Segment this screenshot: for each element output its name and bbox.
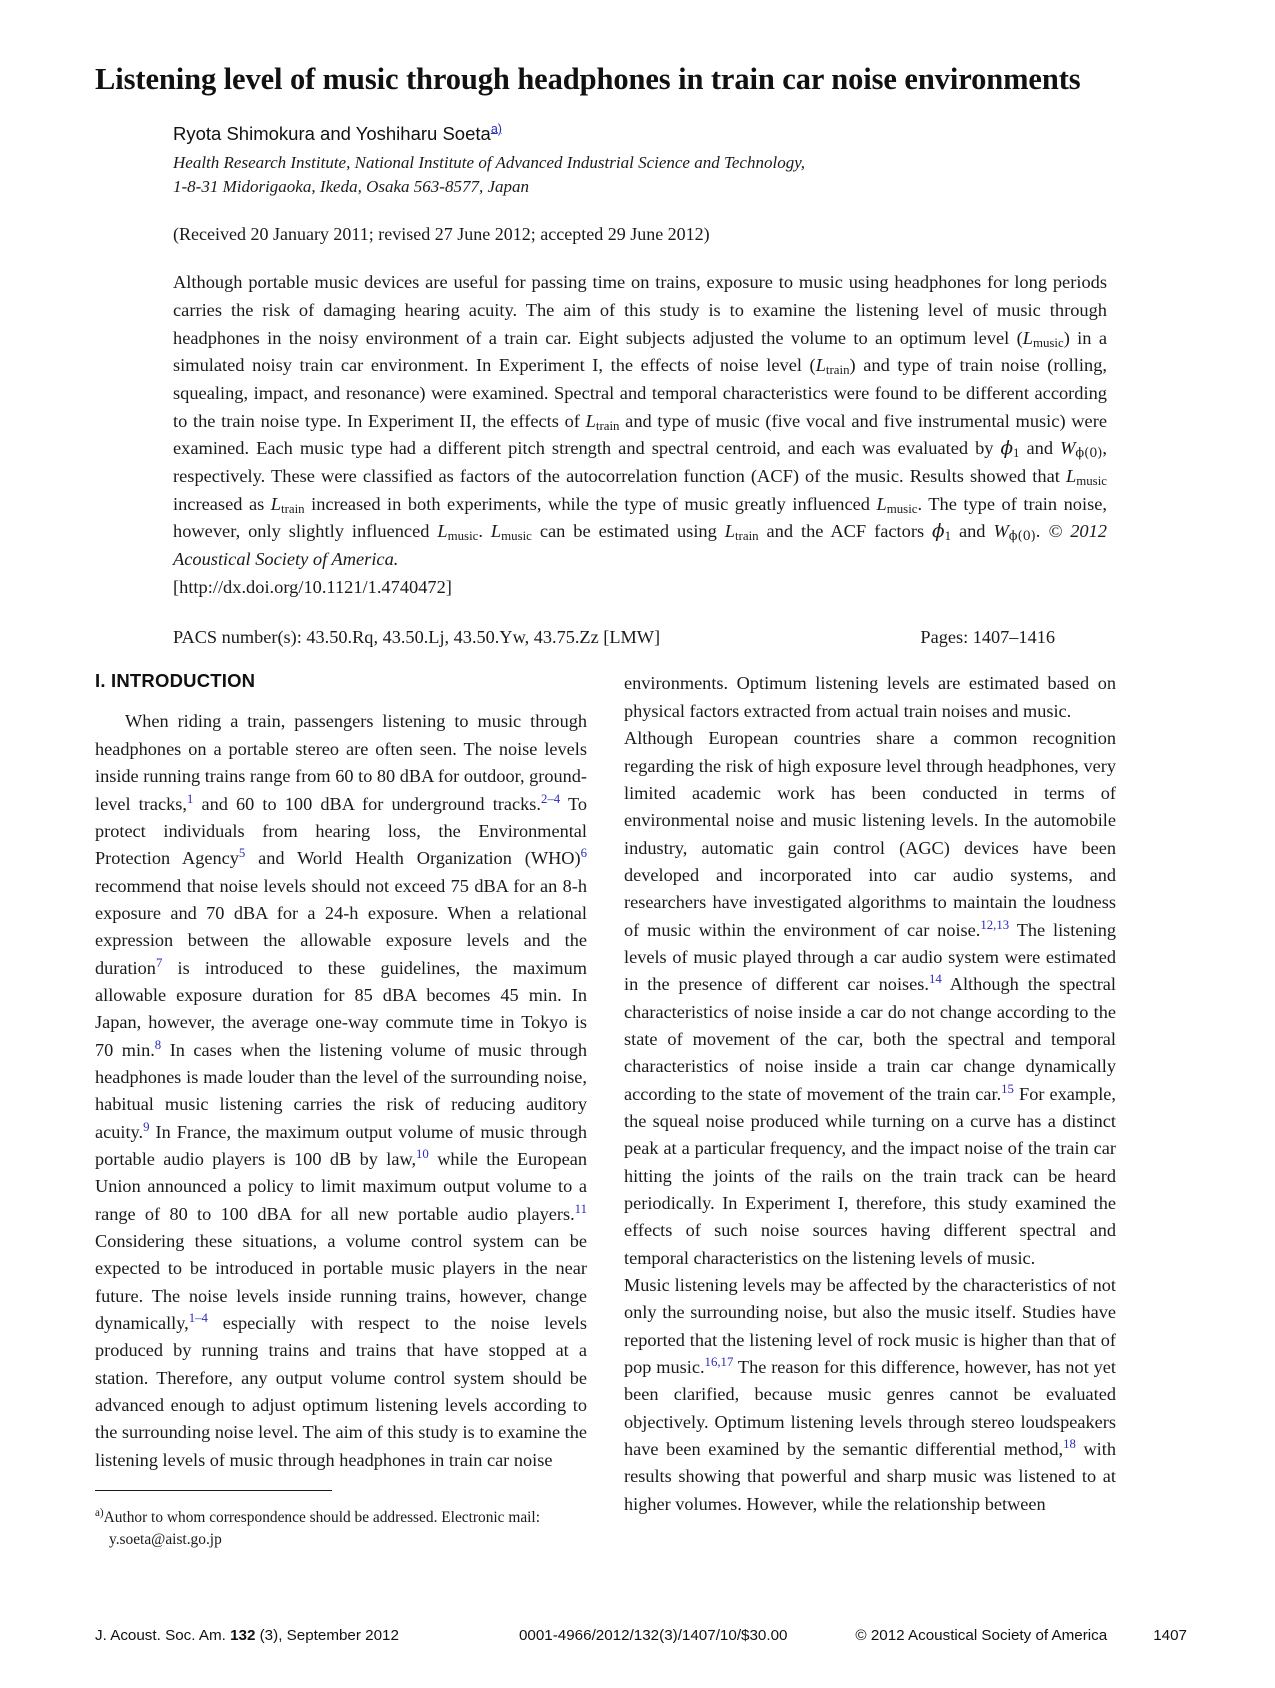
reference-link[interactable]: 8 (154, 1037, 162, 1052)
body-text: recommend that noise levels should not exceed 75 dBA for an 8-h exposure and 70 dBA for a 24-h exposure. When a relational expression between the allowable exposure levels and the duration (95, 875, 587, 978)
footnote-marker: a) (95, 1506, 104, 1519)
symbol-sub-music: music (1032, 335, 1064, 350)
footer-issn: 0001-4966/2012/132(3)/1407/10/$30.00 (518, 1627, 788, 1644)
symbol-phi: ϕ (932, 521, 945, 543)
body-text: In cases when the listening volume of music through headphones is made louder than the level of the surrounding noise, habitual music listening carries the risk of reducing auditory acuity. (95, 1039, 587, 1142)
abstract-text: increased as (173, 493, 271, 514)
abstract-text: ) in a simulated noisy train car environment. In Experiment I, the effects of noise level ( (173, 327, 1107, 376)
abstract-copyright: © 2012 Acoustical Society of America. (173, 521, 1107, 570)
footnote-email[interactable]: y.soeta@aist.go.jp (109, 1530, 222, 1548)
reference-link[interactable]: 12,13 (980, 917, 1010, 932)
abstract-text: and the ACF factors (758, 521, 933, 542)
author-names: Ryota Shimokura and Yoshiharu Soeta (173, 122, 491, 144)
intro-paragraph (95, 708, 587, 1474)
symbol-sub-phi0: ϕ(0) (1075, 446, 1103, 462)
body-text: with results showing that powerful and sharp music was listened to at higher volumes. However, while the relationship between (624, 1439, 1116, 1514)
footer-journal (95, 1627, 399, 1644)
body-text: and World Health Organization (WHO) (245, 848, 581, 869)
reference-link[interactable]: 9 (143, 1119, 150, 1134)
body-columns (95, 670, 1187, 1550)
reference-link[interactable]: 11 (574, 1201, 587, 1216)
right-paragraph-3 (624, 1272, 1116, 1518)
article-headmatter (95, 122, 1187, 649)
right-paragraph-1: environments. Optimum listening levels are estimated based on physical factors extracted from actual train noises and music. (624, 673, 1116, 721)
abstract (173, 269, 1107, 601)
footer-journal-name: J. Acoust. Soc. Am. (95, 1627, 231, 1644)
body-text: When riding a train, passengers listening to music through headphones on a portable stereo are often seen. The noise levels inside running trains range from 60 to 80 dBA for outdoor, ground-level tracks, (95, 711, 587, 814)
body-text: Although European countries share a common recognition regarding the risk of high exposure level through headphones, very limited academic work has been conducted in terms of environmental noise and music listening levels. In the automobile industry, automatic gain control (AGC) devices have been developed and incorporated into car audio systems, and researchers have investigated algorithms to maintain the loudness of music within the environment of car noise. (624, 728, 1116, 940)
abstract-text: and type of music (five vocal and five instrumental music) were examined. Each music type had a different pitch strength and spectral centroid, and each was evaluated by (173, 410, 1107, 459)
footnote-section (95, 1474, 587, 1550)
symbol-L: L (1066, 466, 1077, 487)
abstract-text: Although portable music devices are useful for passing time on trains, exposure to music using headphones for long periods carries the risk of damaging hearing acuity. The aim of this study is to examine the listening level of music through headphones in the noisy environment of a train car. Eight subjects adjusted the volume to an optimum level ( (173, 272, 1107, 348)
affiliation-line-2: 1-8-31 Midorigaoka, Ikeda, Osaka 563-8577, Japan (173, 177, 529, 197)
reference-link[interactable]: 6 (580, 846, 587, 861)
abstract-text: and (951, 521, 994, 542)
reference-link[interactable]: 18 (1063, 1437, 1076, 1452)
author-list (173, 122, 1107, 145)
footnote-corresponding-author (95, 1507, 587, 1550)
symbol-L: L (490, 521, 502, 542)
body-text: Music listening levels may be affected by the characteristics of not only the surrounding noise, but also the music itself. Studies have reported that the listening level of rock music is higher than that of pop music. (624, 1275, 1116, 1378)
symbol-L: L (585, 410, 596, 431)
page-title: Listening level of music through headphones in train car noise environments (95, 62, 1081, 96)
symbol-L: L (724, 521, 735, 542)
footer-page-number: 1407 (1153, 1627, 1187, 1644)
author-footnote-marker[interactable]: a) (490, 121, 502, 136)
symbol-L: L (1022, 327, 1033, 348)
abstract-text: can be estimated using (531, 521, 725, 542)
received-dates: (Received 20 January 2011; revised 27 June 2012; accepted 29 June 2012) (173, 224, 710, 245)
page-footer (95, 1627, 1187, 1644)
abstract-text: . (478, 521, 491, 542)
reference-link[interactable]: 15 (1001, 1081, 1014, 1096)
symbol-phi: ϕ (1000, 438, 1014, 460)
body-text: For example, the squeal noise produced while turning on a curve has a distinct peak at a particular frequency, and the impact noise of the train car hitting the joints of the rails on the train track can be heard periodically. In Experiment I, therefore, this study examined the effects of such noise sources having different spectral and temporal characteristics on the listening levels of music. (624, 1083, 1116, 1268)
reference-link[interactable]: 14 (928, 972, 942, 987)
abstract-text: . (1035, 521, 1041, 542)
footer-volume: 132 (230, 1627, 256, 1644)
symbol-sub-1: 1 (944, 529, 952, 544)
body-text: is introduced to these guidelines, the maximum allowable exposure duration for 85 dBA becomes 45 min. In Japan, however, the average one-way commute time in Tokyo is 70 min. (95, 957, 587, 1060)
symbol-L: L (270, 493, 281, 514)
right-paragraph-2 (624, 725, 1116, 1272)
symbol-sub-train: train (825, 363, 850, 378)
symbol-L: L (876, 493, 887, 514)
reference-link[interactable]: 1–4 (188, 1310, 208, 1325)
abstract-text: and (1019, 438, 1061, 459)
body-text: To protect individuals from hearing loss, the Environmental Protection Agency (95, 793, 588, 869)
body-text: The listening levels of music played through a car audio system were estimated in the presence of different car noises. (624, 919, 1116, 995)
column-right (624, 670, 1116, 1550)
symbol-sub-train: train (281, 501, 305, 516)
symbol-sub-train: train (734, 529, 759, 544)
reference-link[interactable]: 7 (155, 955, 163, 970)
reference-link[interactable]: 1 (186, 791, 194, 806)
footnote-text: Author to whom correspondence should be addressed. Electronic mail: (103, 1509, 540, 1527)
symbol-L: L (815, 355, 826, 376)
pacs-numbers: PACS number(s): 43.50.Rq, 43.50.Lj, 43.50.Yw, 43.75.Zz [LMW] (173, 627, 661, 648)
affiliation-line-1: Health Research Institute, National Institute of Advanced Industrial Science and Technology, (173, 152, 806, 172)
symbol-sub-music: music (886, 501, 918, 516)
body-text: The reason for this difference, however, has not yet been clarified, because music genres cannot be evaluated objectively. Optimum listening levels through stereo loudspeakers have been examined by the semantic differential method, (624, 1357, 1116, 1460)
pacs-row (173, 627, 1107, 648)
reference-link[interactable]: 10 (416, 1146, 429, 1161)
symbol-sub-train: train (595, 418, 620, 433)
affiliation (173, 151, 1107, 200)
body-text: Considering these situations, a volume control system can be expected to be introduced in portable music players in the near future. The noise levels inside running trains, however, change dynamically, (95, 1231, 587, 1334)
column-left (95, 670, 587, 1550)
symbol-sub-1: 1 (1013, 446, 1020, 461)
symbol-sub-music: music (1076, 473, 1107, 488)
body-text: Although the spectral characteristics of noise inside a car do not change according to the state of movement of the car, both the spectral and temporal characteristics of noise inside a train car change dynamically according to the state of movement of the train car. (624, 974, 1116, 1104)
symbol-sub-music: music (501, 529, 532, 544)
reference-link[interactable]: 5 (238, 846, 246, 861)
doi-link[interactable]: [http://dx.doi.org/10.1121/1.4740472] (173, 576, 452, 597)
symbol-L: L (437, 521, 448, 542)
footnote-divider (95, 1490, 332, 1491)
symbol-W: W (993, 521, 1009, 542)
symbol-sub-music: music (447, 529, 479, 544)
abstract-text: ) and type of train noise (rolling, squealing, impact, and resonance) were examined. Spectral and temporal characteristics were found to be different according to the train noise type. In Experiment II, the effects of (173, 355, 1107, 431)
abstract-text: increased in both experiments, while the type of music greatly influenced (304, 493, 877, 514)
footer-copyright: © 2012 Acoustical Society of America (855, 1627, 1108, 1644)
abstract-text: . The type of train noise, however, only slightly influenced (173, 493, 1107, 542)
body-text: while the European Union announced a policy to limit maximum output volume to a range of 80 to 100 dBA for all new portable audio players. (95, 1148, 587, 1224)
body-text: In France, the maximum output volume of music through portable audio players is 100 dB by law, (95, 1121, 587, 1169)
footer-issue-date: (3), September 2012 (255, 1627, 399, 1644)
symbol-sub-phi0: ϕ(0) (1008, 529, 1036, 545)
body-text: especially with respect to the noise levels produced by running trains and trains that have stopped at a station. Therefore, any output volume control system should be advanced enough to adjust optimum listening levels according to the surrounding noise level. The aim of this study is to examine the listening levels of music through headphones in train car noise (95, 1313, 587, 1470)
page-range: Pages: 1407–1416 (920, 627, 1055, 648)
reference-link[interactable]: 2–4 (540, 791, 561, 806)
reference-link[interactable]: 16,17 (704, 1354, 734, 1369)
section-heading-introduction: I. INTRODUCTION (95, 670, 256, 692)
symbol-W: W (1060, 438, 1076, 459)
abstract-text: , respectively. These were classified as factors of the autocorrelation function (ACF) of the music. Results showed that (173, 438, 1108, 487)
body-text: and 60 to 100 dBA for underground tracks. (193, 793, 541, 814)
